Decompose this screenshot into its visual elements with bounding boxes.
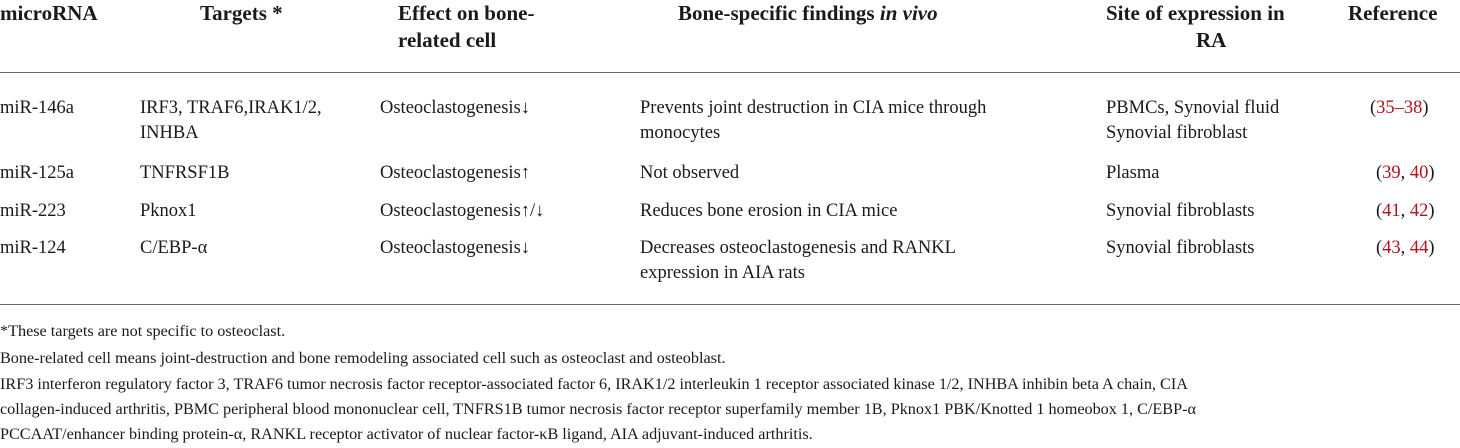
- ref-separator: ,: [1400, 163, 1410, 183]
- ref-link[interactable]: 35–38: [1376, 98, 1423, 118]
- footnote-targets: *These targets are not specific to osteoclast.: [0, 322, 286, 340]
- header-effect-line2: related cell: [398, 28, 497, 52]
- header-findings-italic: in vivo: [879, 1, 938, 25]
- cell-targets: [140, 96, 322, 146]
- cell-mirna: miR-146a: [0, 98, 74, 118]
- cell-effect: Osteoclastogenesis↑/↓: [380, 201, 545, 221]
- cell-site: [1106, 96, 1279, 146]
- header-rule: [0, 72, 1460, 73]
- ref-link[interactable]: 43: [1382, 238, 1401, 258]
- cell-findings-line: monocytes: [640, 123, 721, 143]
- ref-paren-open: (: [1376, 238, 1383, 258]
- footnote-abbreviations-2: collagen-induced arthritis, PBMC peripheral blood mononuclear cell, TNFRS1B tumor necrosis factor receptor superfamily member 1B, Pknox1 PBK/Knotted 1 homeobox 1, C/EBP-α: [0, 400, 1196, 418]
- cell-site: Plasma: [1106, 163, 1160, 183]
- cell-reference: [1376, 199, 1435, 224]
- ref-paren-close: ): [1428, 238, 1435, 258]
- ref-paren-close: ): [1422, 98, 1429, 118]
- cell-findings: [640, 236, 956, 286]
- cell-findings-line: Decreases osteoclastogenesis and RANKL: [640, 238, 956, 258]
- cell-mirna: miR-223: [0, 201, 66, 221]
- cell-targets: C/EBP-α: [140, 238, 208, 258]
- ref-paren-open: (: [1376, 163, 1383, 183]
- cell-findings-line: expression in AIA rats: [640, 263, 805, 283]
- header-findings-text: Bone-specific findings: [678, 1, 880, 25]
- cell-reference: [1370, 96, 1429, 121]
- cell-effect: Osteoclastogenesis↓: [380, 98, 531, 118]
- ref-separator: ,: [1400, 201, 1410, 221]
- ref-paren-close: ): [1428, 201, 1435, 221]
- cell-reference: [1376, 161, 1435, 186]
- footnote-bone-cell: Bone-related cell means joint-destruction and bone remodeling associated cell such as osteoclast and osteoblast.: [0, 349, 726, 367]
- cell-mirna: miR-125a: [0, 163, 74, 183]
- header-site-line1: Site of expression in: [1106, 1, 1285, 25]
- cell-mirna: miR-124: [0, 238, 66, 258]
- cell-site: Synovial fibroblasts: [1106, 201, 1255, 221]
- ref-paren-open: (: [1376, 201, 1383, 221]
- cell-targets: Pknox1: [140, 201, 197, 221]
- ref-separator: ,: [1400, 238, 1410, 258]
- ref-link[interactable]: 40: [1409, 163, 1429, 183]
- cell-findings-line: Prevents joint destruction in CIA mice through: [640, 98, 987, 118]
- ref-link[interactable]: 44: [1409, 238, 1429, 258]
- cell-findings: Reduces bone erosion in CIA mice: [640, 201, 898, 221]
- cell-targets: TNFRSF1B: [140, 163, 230, 183]
- cell-site-line: PBMCs, Synovial fluid: [1106, 98, 1280, 118]
- cell-reference: [1376, 236, 1435, 261]
- cell-findings: Not observed: [640, 163, 740, 183]
- header-reference: Reference: [1348, 1, 1438, 25]
- ref-link[interactable]: 42: [1409, 201, 1429, 221]
- ref-paren-close: ): [1428, 163, 1435, 183]
- header-effect-line1: Effect on bone-: [398, 1, 535, 25]
- cell-findings: [640, 96, 986, 146]
- ref-link[interactable]: 39: [1382, 163, 1401, 183]
- cell-site: Synovial fibroblasts: [1106, 238, 1255, 258]
- table-bottom-rule: [0, 304, 1460, 305]
- cell-effect: Osteoclastogenesis↓: [380, 238, 531, 258]
- cell-site-line: Synovial fibroblast: [1106, 123, 1248, 143]
- header-microrna: microRNA: [0, 1, 98, 25]
- header-targets: Targets *: [200, 1, 283, 25]
- cell-targets-line: INHBA: [140, 123, 199, 143]
- header-site: [1106, 0, 1285, 54]
- header-findings: [678, 0, 938, 27]
- cell-effect: Osteoclastogenesis↑: [380, 163, 531, 183]
- ref-paren-open: (: [1370, 98, 1377, 118]
- header-site-line2: RA: [1196, 28, 1227, 52]
- footnote-abbreviations-1: IRF3 interferon regulatory factor 3, TRAF6 tumor necrosis factor receptor-associated factor 6, IRAK1/2 interleukin 1 receptor associated kinase 1/2, INHBA inhibin beta A chain, CIA: [0, 375, 1188, 393]
- header-effect: [398, 0, 534, 54]
- ref-link[interactable]: 41: [1382, 201, 1401, 221]
- cell-targets-line: IRF3, TRAF6,IRAK1/2,: [140, 98, 322, 118]
- footnote-abbreviations-3: PCCAAT/enhancer binding protein-α, RANKL receptor activator of nuclear factor-κB ligand, AIA adjuvant-induced arthritis.: [0, 425, 813, 443]
